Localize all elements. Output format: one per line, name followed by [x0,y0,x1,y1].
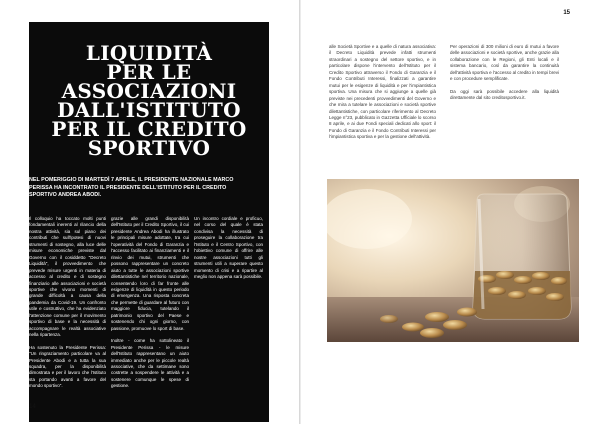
body-column-3 [194,216,263,287]
title-line: DALL'ISTITUTO [57,98,241,122]
body-column-2 [111,216,189,396]
body-column-2 [450,44,559,108]
paragraph: Inoltre - come ha sottolineato il Presidente Perissa - le misure dell'Istituto rappresentano un aiuto immediato anche per le piccole realtà associative, che da settimane sono costrette a sospendere le attività e a sostenere comunque le spese di gestione. [111,338,189,389]
title-line: LIQUIDITÀ [85,41,213,65]
article-title [29,41,269,160]
coin [551,277,567,285]
page-number: 15 [563,10,570,16]
page-number: 14 [29,404,36,410]
right-page [301,0,600,424]
coin [488,287,506,295]
coin [532,272,550,280]
coin [443,320,467,330]
body-column-1 [329,44,436,147]
left-page [0,0,299,424]
title-line: SPORTIVO [87,136,211,160]
body-column-1 [29,216,106,396]
light-bokeh [327,189,412,249]
paragraph: Per operazioni di 300 milioni di euro di mutui a favore delle associazioni e società sportive, anche grazie alla collaborazione con le Regioni, gli Enti locali e il sistema bancario, così da garantire la continuità dell'attività sportiva e l'accesso al credito in tempi brevi e con procedure semplificate. [450,44,559,82]
paragraph: Il colloquio ha toccato molti punti fondamentali inerenti al rilancio della nostra attività, sia sul piano dei contributi che sull'ipotesi di nuovi strumenti di sostegno, alla luce delle misure economiche previste dal Governo con il cosiddetto "Decreto Liquidità", il provvedimento che prevede misure urgenti in materia di accesso al credito e di sostegno finanziario alle associazioni e società sportive che vivono momenti di grande difficoltà a causa della pandemia da Covid-19. Un confronto utile e costruttivo, che ha evidenziato l'attenzione comune per il movimento sportivo di base e la necessità di accompagnare le realtà associative nella ripartenza. [29,216,106,338]
paragraph: grazie alle grandi disponibilità dell'Istituto per il Credito Sportivo, il cui presidente Andrea Abodi ha illustrato le principali misure adottate, tra cui l'operatività del Fondo di Garanzia e l'accesso facilitato ai finanziamenti e il rinvio dei mutui, strumenti che possono rappresentare un concreto aiuto a tutte le associazioni sportive dilettantistiche nel territorio nazionale, consentendo loro di far fronte alle esigenze di liquidità in questo periodo di emergenza. Una risposta concreta che permette di guardare al futuro con maggiore fiducia, tutelando il patrimonio sportivo del Paese e sostenendo chi ogni giorno, con passione, promuove lo sport di base. [111,216,189,331]
coin [546,293,564,301]
coins-jar-illustration [327,179,579,342]
coin [402,323,424,332]
coin [425,312,449,322]
paragraph: Da oggi sarà possibile accedere alla liquidità direttamente dal sito creditosportivo.it. [450,88,559,101]
paragraph: Ha sostenuto la Presidente Perissa: "Un ringraziamento particolare va al Presidente Abodi e a tutta la sua squadra, per la disponibilità dimostrata e per il lavoro che l'Istituto sta portando avanti a favore del mondo sportivo". [29,344,106,389]
coin [514,276,532,284]
title-line: PER LE [106,60,192,84]
title-line: PER IL CREDITO [51,117,247,141]
coin [508,291,526,299]
paragraph: Un incontro cordiale e proficuo, nel corso del quale è stata condivisa la necessità di proseguire la collaborazione tra l'Istituto e il Centro Sportivo, con l'obiettivo comune di offrire alle nostre associazioni tutti gli strumenti utili a superare questo momento di crisi e a ripartire al meglio non appena sarà possibile. [194,216,263,280]
coin [496,271,514,279]
title-line: ASSOCIAZIONI [61,79,237,103]
paragraph: alle Società Sportive e a quelle di natura associativa: il Decreto Liquidità prevede infatti strumenti straordinari a sostegno del settore sportivo, e in particolare dispone l'intervento dell'Istituto per il Credito Sportivo attraverso il Fondo di Garanzia e il Fondo Contributi Interessi, finalizzati a garantire mutui per le esigenze di liquidità e per l'impiantistica sportiva. Una misura che si aggiunge a quelle già previste nei precedenti provvedimenti del Governo e che mira a tutelare le associazioni e società sportive dilettantistiche, con particolare riferimento al Decreto Legge n°23, pubblicato in Gazzetta Ufficiale lo scorso 8 aprile, e ai due Fondi speciali dedicati allo sport: il Fondo di Garanzia e il Fondo Contributi Interessi per l'impiantistica sportiva e per la gestione dell'attività. [329,44,436,140]
article-lead: NEL POMERIGGIO DI MARTEDÌ 7 APRILE, IL PRESIDENTE NAZIONALE MARCO PERISSA HA INCONTRATO IL PRESIDENTE DELL'ISTITUTO PER IL CREDITO SPORTIVO ANDREA ABODI. [29,177,234,198]
coins-jar-photo [327,179,579,342]
coin [420,328,444,338]
coin [457,308,477,317]
coin [528,287,546,295]
coin [380,315,398,323]
